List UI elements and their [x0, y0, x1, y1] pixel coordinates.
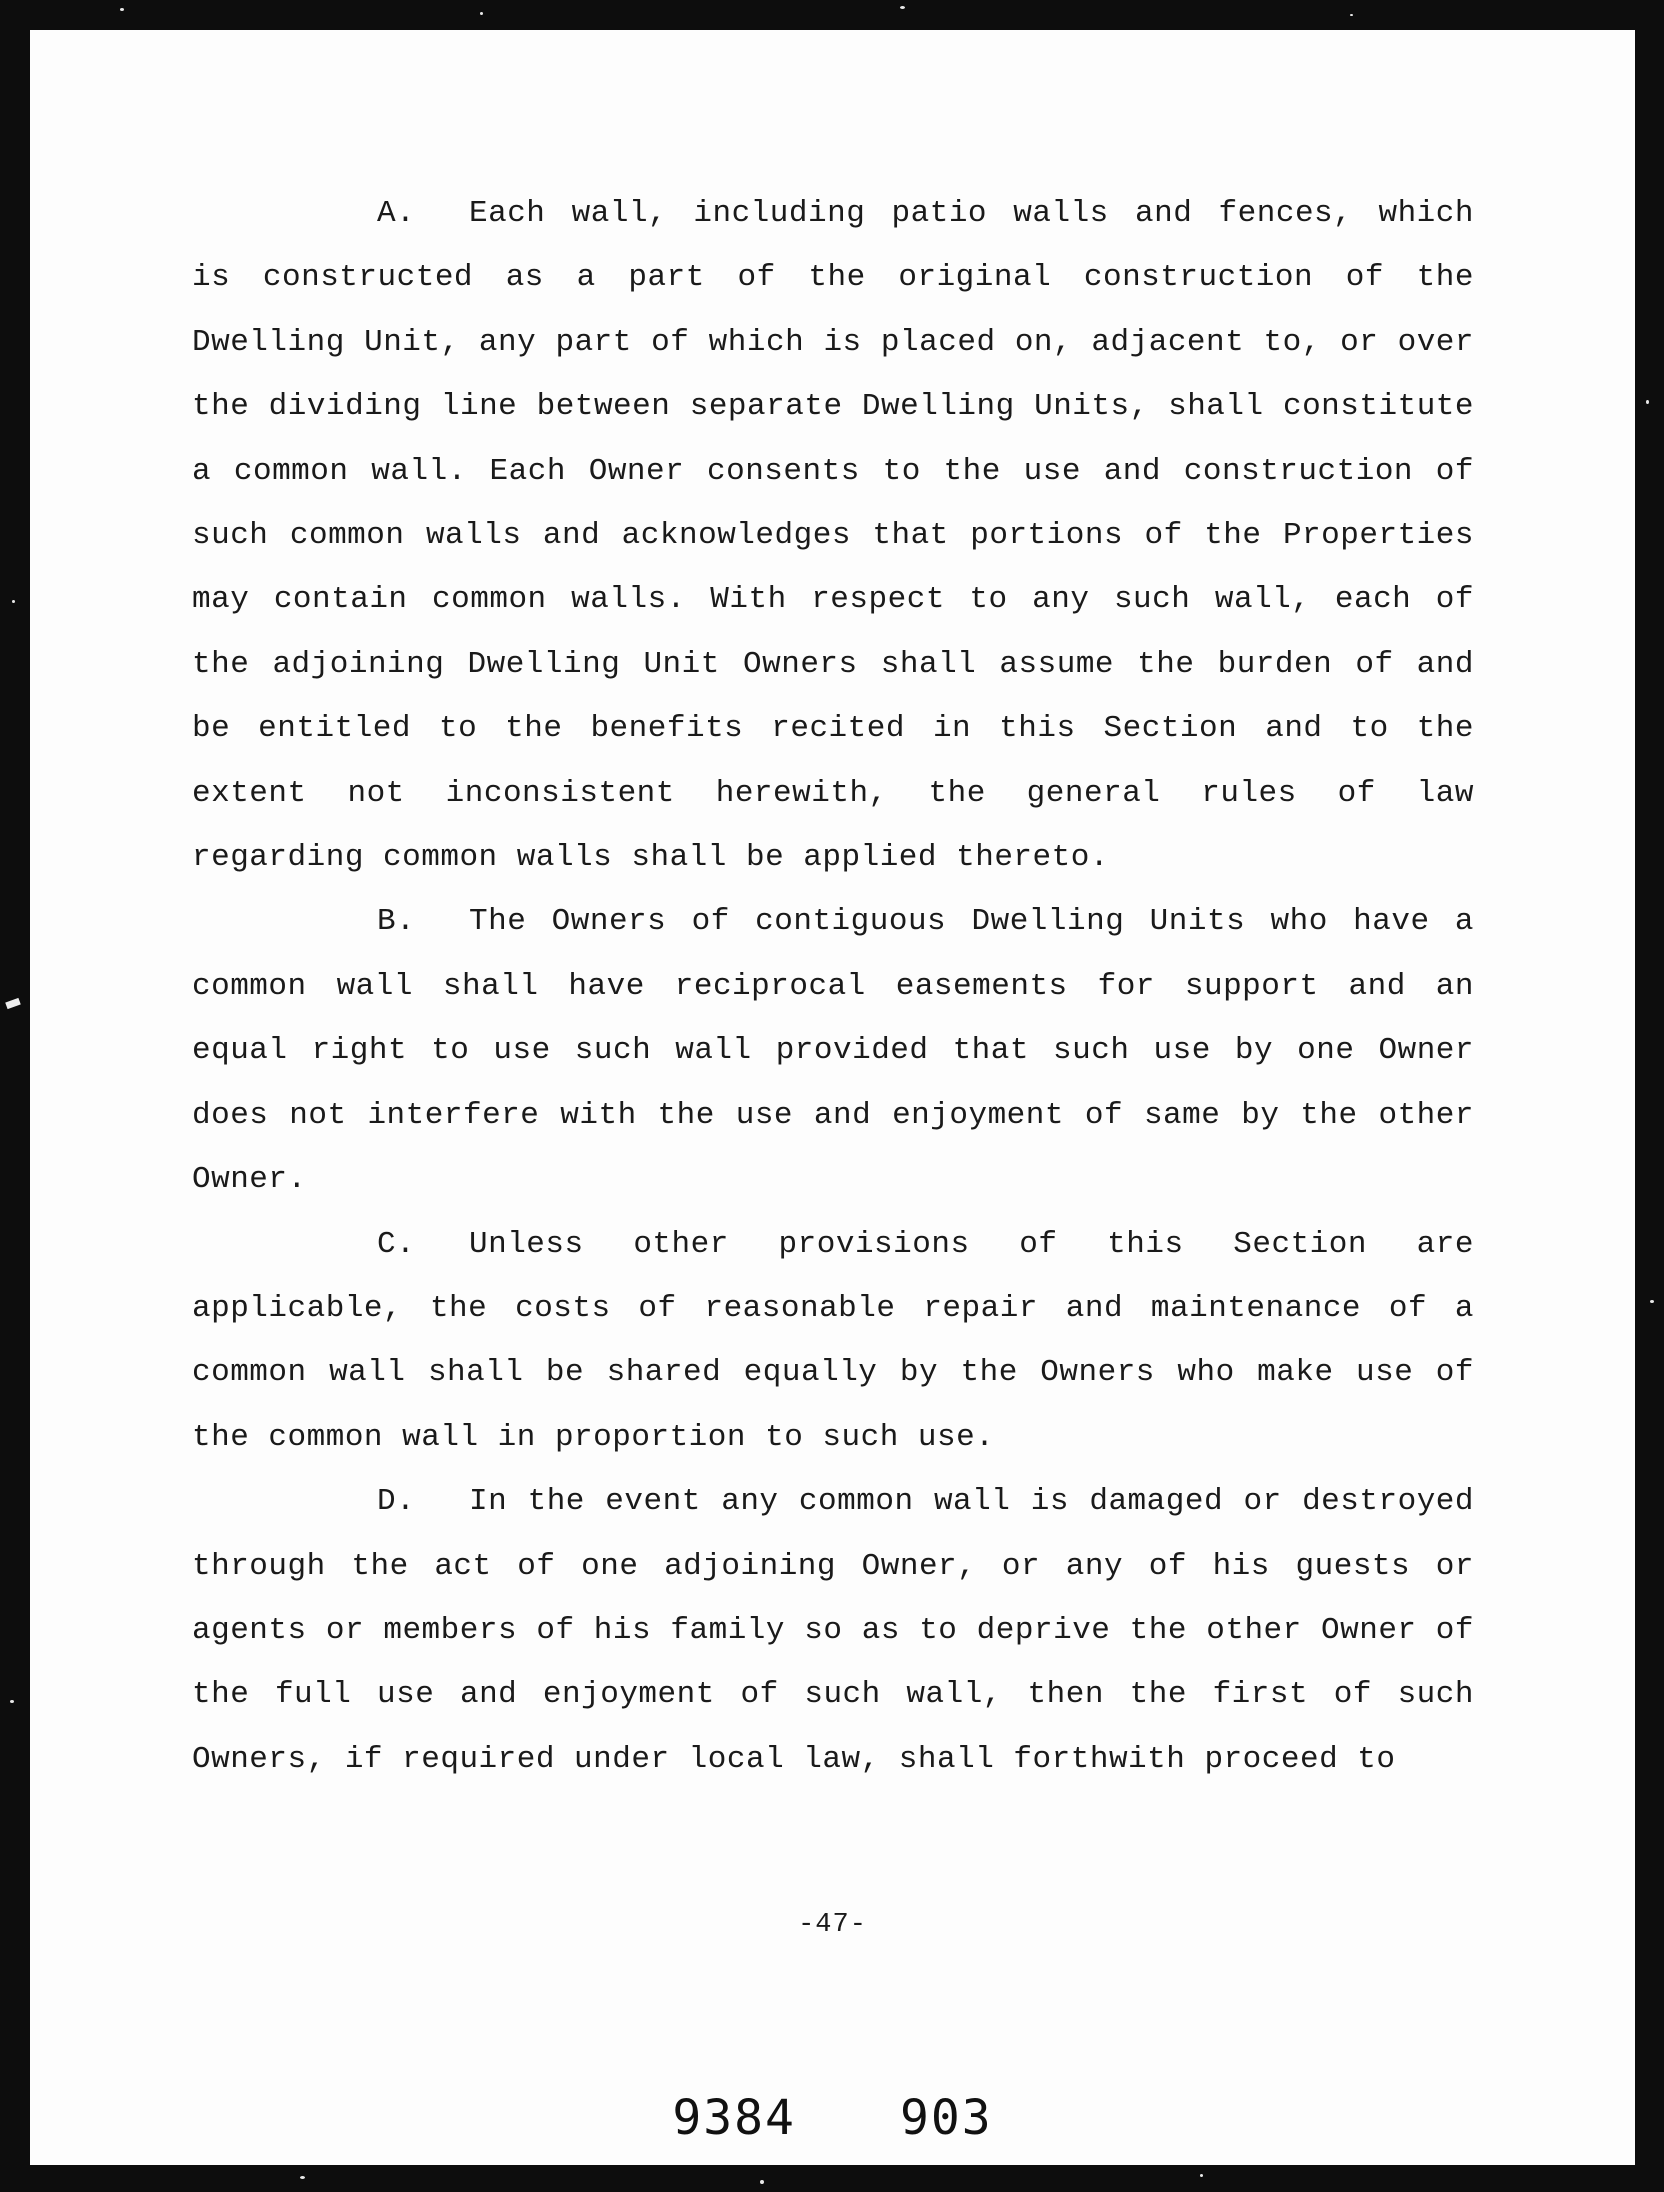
paragraph-marker: A.: [377, 196, 416, 231]
scan-speck: [480, 12, 483, 15]
page-number: -47-: [798, 1910, 867, 1940]
paragraph-marker: D.: [377, 1484, 416, 1520]
scan-speck: [120, 8, 124, 11]
paragraph-text: The Owners of contiguous Dwelling Units who have a common wall shall have reciprocal easements for support and an equal right to use such wall provided that such use by one Owner does not interfere with the use and enjoyment of same by the other Owner.: [192, 904, 1474, 1198]
paragraph-text: Each wall, including patio walls and fences, which is constructed as a part of the original construction of the Dwelling Unit, any part of which is placed on, adjacent to, or over the dividing line between separate Dwelling Units, shall constitute a common wall. Each Owner consents to the use and construction of such common walls and acknowledges that portions of the Properties may contain common walls. With respect to any such wall, each of the adjoining Dwelling Unit Owners shall assume the burden of and be entitled to the benefits recited in this Section and to the extent not inconsistent herewith, the general rules of law regarding common walls shall be applied thereto.: [192, 196, 1474, 876]
scan-speck: [1646, 400, 1649, 404]
paragraph-text: Unless other provisions of this Section are applicable, the costs of reasonable repair and maintenance of a common wall shall be shared equally by the Owners who make use of the common wall in proportion to such use.: [192, 1226, 1474, 1455]
paragraph-c: [192, 1213, 1474, 1471]
recording-page-number: 903: [899, 2090, 993, 2146]
recording-book-number: 9384: [672, 2090, 796, 2146]
scan-speck: [900, 6, 905, 9]
scan-speck: [1350, 14, 1353, 16]
paragraph-d: [192, 1470, 1474, 1792]
scan-speck: [10, 1700, 14, 1703]
paragraph-text: In the event any common wall is damaged or destroyed through the act of one adjoining Owner, or any of his guests or agents or members of his family so as to deprive the other Owner of the full use and enjoyment of such wall, then the first of such Owners, if required under local law, shall forthwith proceed to: [192, 1484, 1474, 1777]
scan-speck: [1650, 1300, 1654, 1303]
paragraph-b: [192, 890, 1474, 1212]
scan-speck: [12, 600, 15, 603]
scan-speck: [300, 2176, 305, 2179]
document-body: [192, 182, 1474, 1792]
paragraph-a: [192, 182, 1474, 890]
paragraph-marker: C.: [377, 1226, 416, 1262]
scan-speck: [1200, 2174, 1203, 2177]
paragraph-marker: B.: [377, 904, 416, 940]
document-page: [30, 30, 1635, 2165]
recording-stamp: [30, 2090, 1635, 2146]
scan-edge-mark: [5, 998, 21, 1009]
scan-speck: [760, 2180, 764, 2184]
